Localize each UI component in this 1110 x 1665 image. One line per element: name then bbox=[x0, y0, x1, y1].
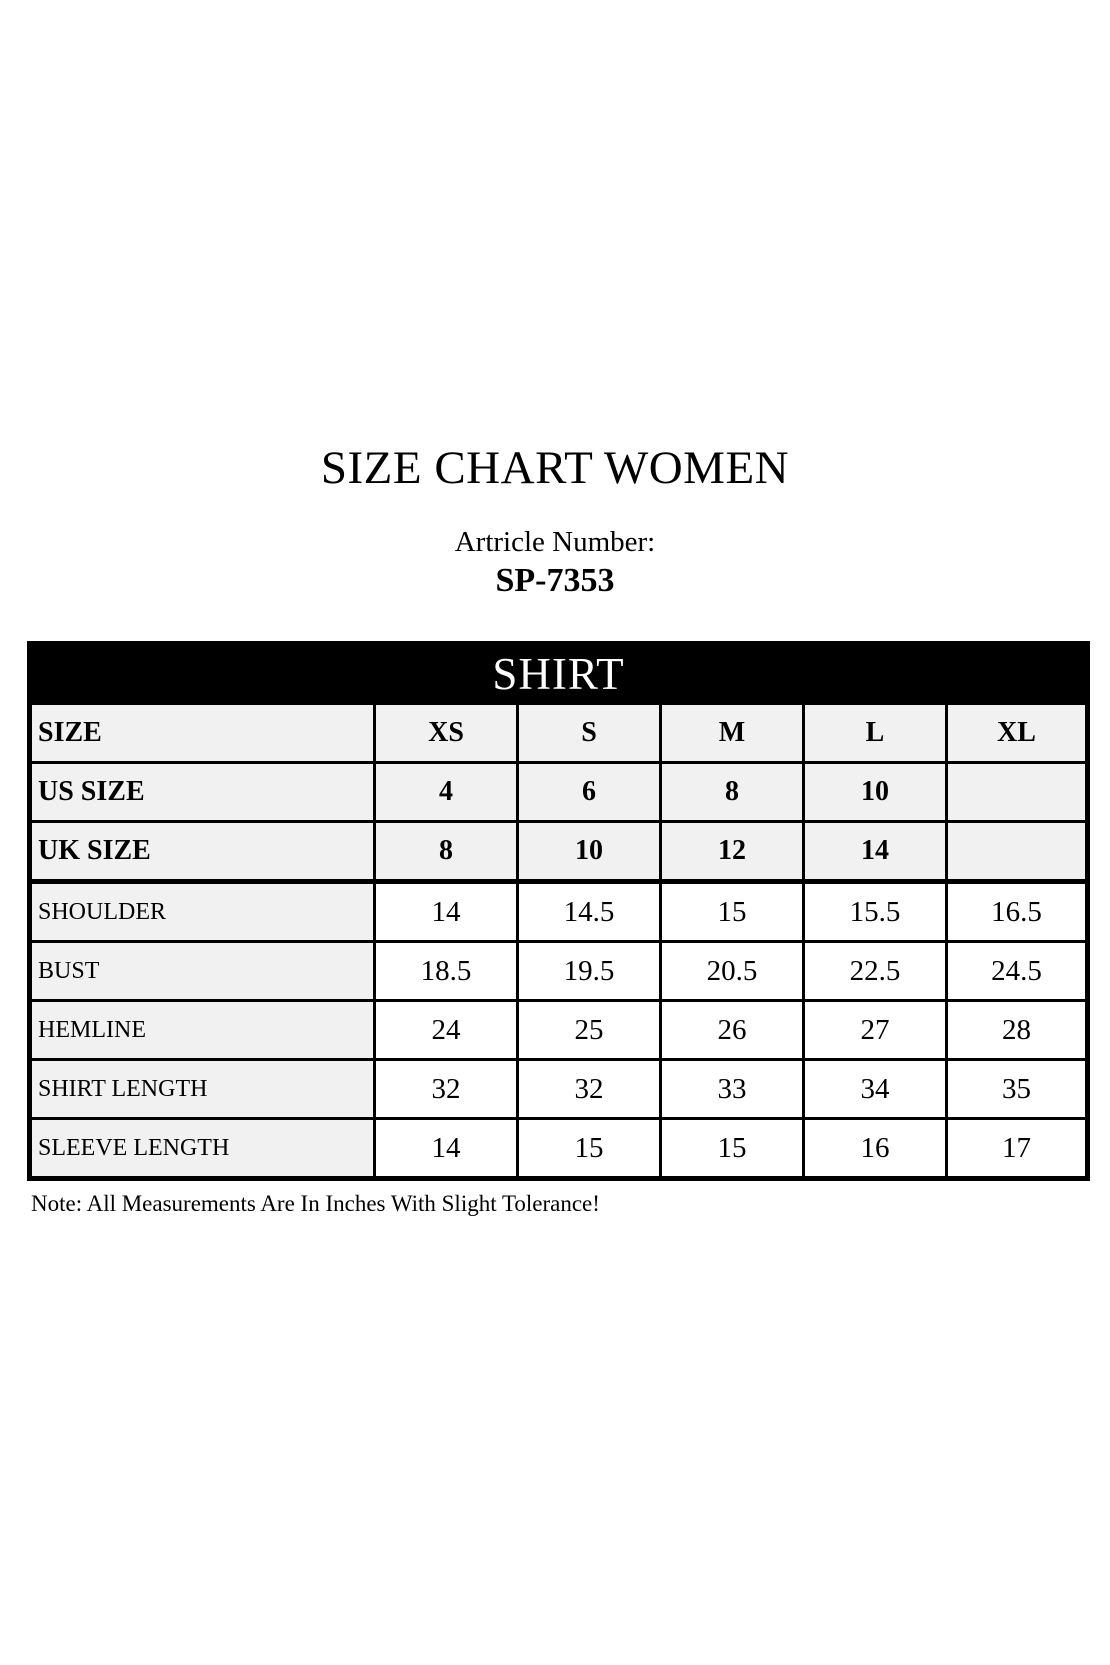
uk-size-cell-xl bbox=[947, 822, 1088, 882]
uk-size-cell-l: 14 bbox=[804, 822, 947, 882]
shirt-length-cell-xl: 35 bbox=[947, 1060, 1088, 1119]
shirt-length-cell-m: 33 bbox=[661, 1060, 804, 1119]
measurements-note: Note: All Measurements Are In Inches With Slight Tolerance! bbox=[31, 1191, 600, 1216]
bust-cell-xs: 18.5 bbox=[375, 942, 518, 1001]
table-row-bust bbox=[30, 942, 1088, 1001]
table-row-uk-size bbox=[30, 822, 1088, 882]
table-row-shirt-length bbox=[30, 1060, 1088, 1119]
table-row-sleeve-length bbox=[30, 1119, 1088, 1179]
bust-cell-l: 22.5 bbox=[804, 942, 947, 1001]
sleeve-length-cell-m: 15 bbox=[661, 1119, 804, 1179]
hemline-cell-l: 27 bbox=[804, 1001, 947, 1060]
table-band-row bbox=[30, 644, 1088, 704]
page-title: SIZE CHART WOMEN bbox=[320, 442, 790, 494]
table-row-hemline bbox=[30, 1001, 1088, 1060]
bust-cell-xl: 24.5 bbox=[947, 942, 1088, 1001]
shoulder-cell-s: 14.5 bbox=[518, 882, 661, 942]
hemline-cell-xs: 24 bbox=[375, 1001, 518, 1060]
uk-size-cell-s: 10 bbox=[518, 822, 661, 882]
row-label-hemline: HEMLINE bbox=[30, 1001, 375, 1060]
shirt-length-cell-l: 34 bbox=[804, 1060, 947, 1119]
article-number-label: Artricle Number: bbox=[454, 526, 656, 558]
size-chart-table bbox=[27, 641, 1090, 1181]
sleeve-length-cell-s: 15 bbox=[518, 1119, 661, 1179]
size-cell-l: L bbox=[804, 704, 947, 763]
shoulder-cell-l: 15.5 bbox=[804, 882, 947, 942]
us-size-cell-xs: 4 bbox=[375, 763, 518, 822]
us-size-cell-xl bbox=[947, 763, 1088, 822]
table-band-title: SHIRT bbox=[30, 644, 1088, 704]
article-number-value: SP-7353 bbox=[495, 562, 615, 599]
size-cell-xs: XS bbox=[375, 704, 518, 763]
sleeve-length-cell-l: 16 bbox=[804, 1119, 947, 1179]
shirt-length-cell-xs: 32 bbox=[375, 1060, 518, 1119]
size-cell-xl: XL bbox=[947, 704, 1088, 763]
row-label-size: SIZE bbox=[30, 704, 375, 763]
row-label-bust: BUST bbox=[30, 942, 375, 1001]
row-label-uk-size: UK SIZE bbox=[30, 822, 375, 882]
table-row-size bbox=[30, 704, 1088, 763]
table-row-shoulder bbox=[30, 882, 1088, 942]
row-label-us-size: US SIZE bbox=[30, 763, 375, 822]
uk-size-cell-xs: 8 bbox=[375, 822, 518, 882]
shoulder-cell-xs: 14 bbox=[375, 882, 518, 942]
row-label-shirt-length: SHIRT LENGTH bbox=[30, 1060, 375, 1119]
sleeve-length-cell-xs: 14 bbox=[375, 1119, 518, 1179]
size-cell-m: M bbox=[661, 704, 804, 763]
bust-cell-m: 20.5 bbox=[661, 942, 804, 1001]
sleeve-length-cell-xl: 17 bbox=[947, 1119, 1088, 1179]
hemline-cell-m: 26 bbox=[661, 1001, 804, 1060]
hemline-cell-xl: 28 bbox=[947, 1001, 1088, 1060]
size-cell-s: S bbox=[518, 704, 661, 763]
us-size-cell-m: 8 bbox=[661, 763, 804, 822]
us-size-cell-l: 10 bbox=[804, 763, 947, 822]
shoulder-cell-m: 15 bbox=[661, 882, 804, 942]
shoulder-cell-xl: 16.5 bbox=[947, 882, 1088, 942]
shirt-length-cell-s: 32 bbox=[518, 1060, 661, 1119]
row-label-shoulder: SHOULDER bbox=[30, 882, 375, 942]
table-row-us-size bbox=[30, 763, 1088, 822]
row-label-sleeve-length: SLEEVE LENGTH bbox=[30, 1119, 375, 1179]
hemline-cell-s: 25 bbox=[518, 1001, 661, 1060]
uk-size-cell-m: 12 bbox=[661, 822, 804, 882]
us-size-cell-s: 6 bbox=[518, 763, 661, 822]
bust-cell-s: 19.5 bbox=[518, 942, 661, 1001]
